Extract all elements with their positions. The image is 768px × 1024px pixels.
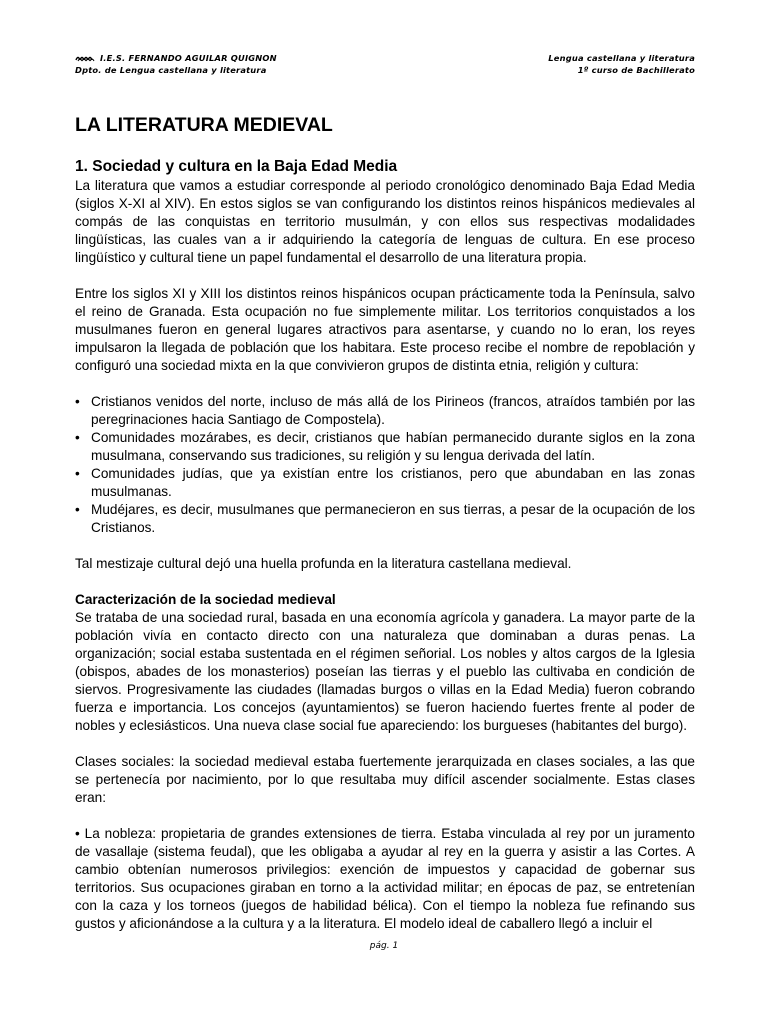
list-item-text: Comunidades mozárabes, es decir, cristianos que habían permanecido durante siglos en la zona musulmana, conservando sus tradiciones, su religión y su lengua derivada del latín. <box>91 430 695 463</box>
document-body <box>75 112 695 933</box>
section-heading: 1. Sociedad y cultura en la Baja Edad Media <box>75 158 398 175</box>
list-item <box>75 429 695 465</box>
list-item-text: Comunidades judías, que ya existían entre los cristianos, pero que abundaban en las zonas musulmanas. <box>91 466 695 499</box>
page-header <box>75 53 695 77</box>
bullet-list <box>75 393 695 537</box>
header-left <box>75 53 277 76</box>
paragraph: Se trataba de una sociedad rural, basada en una economía agrícola y ganadera. La mayor parte de la población vivía en contacto directo con una naturaleza que dominaban a duras penas. La organización; social estaba sustentada en el régimen señorial. Los nobles y altos cargos de la Iglesia (obispos, abades de los monasterios) poseían las tierras y el pueblo las cultivaba en condición de siervos. Progresivamente las ciudades (llamadas burgos o villas en la Edad Media) fueron cobrando fuerza e importancia. Los concejos (ayuntamientos) se fueron haciendo fuertes frente al poder de nobles y eclesiásticos. Una nueva clase social fue apareciendo: los burgueses (habitantes del burgo). <box>75 610 695 733</box>
paragraph: Clases sociales: la sociedad medieval estaba fuertemente jerarquizada en clases sociales, a las que se pertenecía por nacimiento, por lo que resultaba muy difícil ascender socialmente. Estas clases eran: <box>75 754 695 805</box>
bullet-marker: • <box>75 466 80 481</box>
paragraph: La literatura que vamos a estudiar corresponde al periodo cronológico denominado Baja Edad Media (siglos X-XI al XIV). En estos siglos se van configurando los distintos reinos hispánicos medievales al compás de las conquistas en territorio musulmán, y con ellos sus respectivas modalidades lingüísticas, las cuales van a ir adquiriendo la categoría de lenguas de cultura. En ese proceso lingüístico y cultural tiene un papel fundamental el desarrollo de una literatura propia. <box>75 178 695 265</box>
school-line <box>75 53 277 65</box>
paragraph: • La nobleza: propietaria de grandes extensiones de tierra. Estaba vinculada al rey por un juramento de vasallaje (sistema feudal), que les obligaba a ayudar al rey en la guerra y asistir a las Cortes. A cambio obtenían numerosos privilegios: exención de impuestos y capacidad de gobernar sus territorios. Sus ocupaciones giraban en torno a la actividad militar; en épocas de paz, se entretenían con la caza y los torneos (juegos de habilidad bélica). Con el tiempo la nobleza fue refinando sus gustos y aficionándose a la cultura y a la literatura. El modelo ideal de caballero llegó a incluir el <box>75 826 695 931</box>
wave-logo-icon <box>75 54 97 62</box>
page-number: pág. 1 <box>369 941 399 951</box>
course-name: 1º curso de Bachillerato <box>577 64 695 75</box>
list-item <box>75 465 695 501</box>
header-right <box>548 53 695 76</box>
list-item <box>75 393 695 429</box>
paragraph: Entre los siglos XI y XIII los distintos reinos hispánicos ocupan prácticamente toda la Península, salvo el reino de Granada. Esta ocupación no fue simplemente militar. Los territorios conquistados a los musulmanes fueron en general lugares atractivos para asentarse, y cuando no lo eran, los reyes impulsaron la llegada de población que los habitara. Este proceso recibe el nombre de repoblación y configuró una sociedad mixta en la que convivieron grupos de distinta etnia, religión y cultura: <box>75 286 695 373</box>
bullet-marker: • <box>75 394 80 409</box>
paragraph: Tal mestizaje cultural dejó una huella profunda en la literatura castellana medieval. <box>75 556 572 571</box>
list-item-text: Cristianos venidos del norte, incluso de más allá de los Pirineos (francos, atraídos también por las peregrinaciones hacia Santiago de Compostela). <box>91 394 695 427</box>
school-name: I.E.S. FERNANDO AGUILAR QUIGNON <box>100 53 277 63</box>
subsection-heading: Caracterización de la sociedad medieval <box>75 592 336 607</box>
bullet-marker: • <box>75 430 80 445</box>
subject-name: Lengua castellana y literatura <box>548 53 695 63</box>
department-name: Dpto. de Lengua castellana y literatura <box>75 64 267 75</box>
list-item-text: Mudéjares, es decir, musulmanes que permanecieron en sus tierras, a pesar de la ocupación de los Cristianos. <box>91 502 695 535</box>
list-item <box>75 501 695 537</box>
bullet-marker: • <box>75 502 80 517</box>
page-title: LA LITERATURA MEDIEVAL <box>75 114 333 136</box>
